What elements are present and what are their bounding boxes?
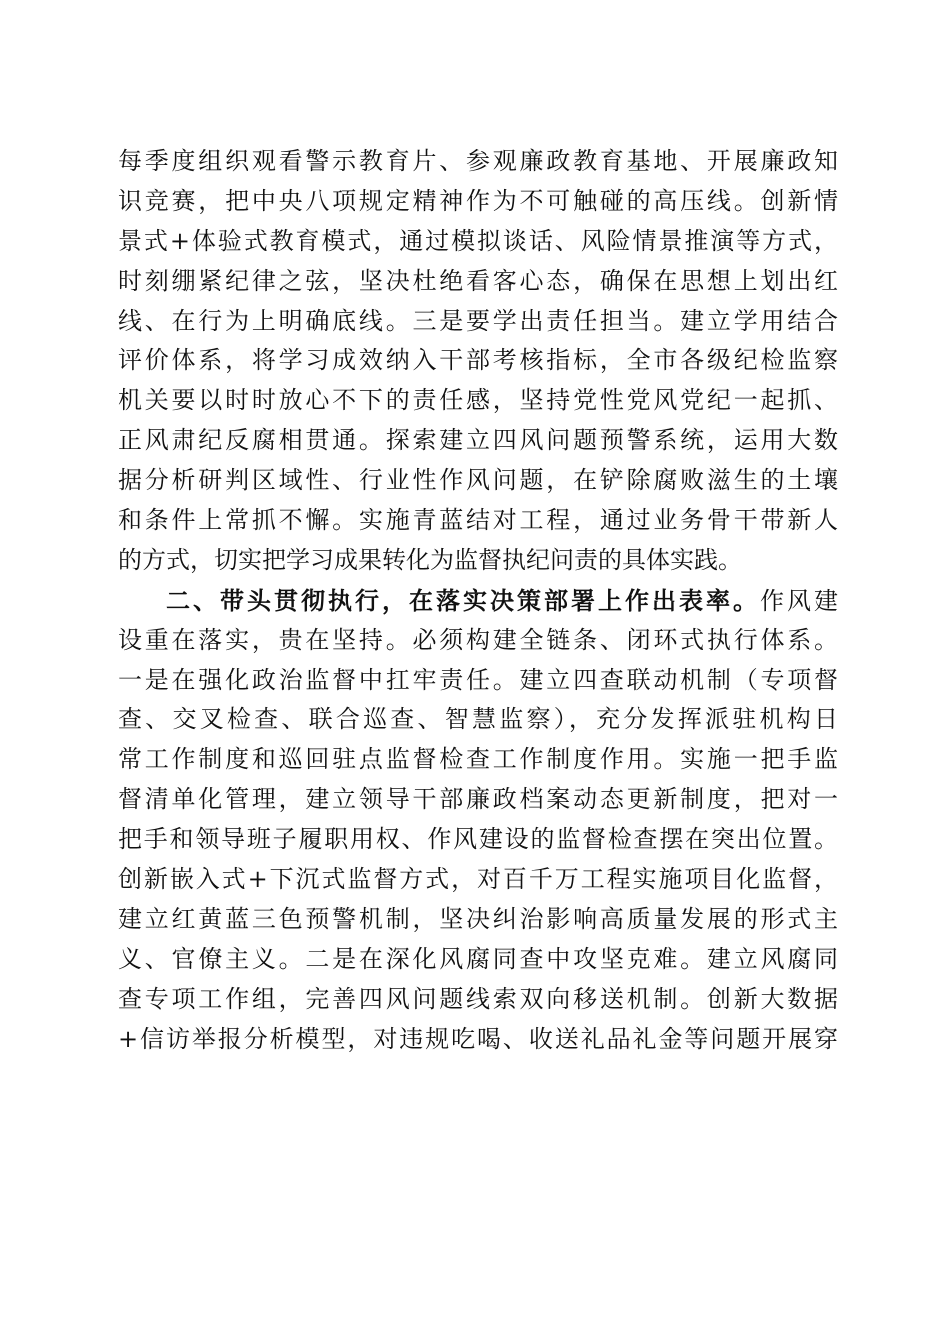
text-line: 时刻绷紧纪律之弦，坚决杜绝看客心态，确保在思想上划出红 bbox=[118, 266, 838, 295]
paragraph-2 bbox=[118, 581, 838, 1060]
text-line: 查专项工作组，完善四风问题线索双向移送机制。创新大数据 bbox=[118, 984, 838, 1013]
text-line: 的方式，切实把学习成果转化为监督执纪问责的具体实践。 bbox=[118, 545, 742, 574]
text-line: 景式+体验式教育模式，通过模拟谈话、风险情景推演等方式， bbox=[118, 226, 838, 255]
heading-line-rest: 作风建 bbox=[760, 586, 838, 615]
section-heading-line bbox=[118, 581, 838, 621]
text-line: 和条件上常抓不懈。实施青蓝结对工程，通过业务骨干带新人 bbox=[118, 506, 838, 535]
text-line: 机关要以时时放心不下的责任感，坚持党性党风党纪一起抓、 bbox=[118, 386, 838, 415]
text-line: 正风肃纪反腐相贯通。探索建立四风问题预警系统，运用大数 bbox=[118, 426, 838, 455]
text-line: 据分析研判区域性、行业性作风问题，在铲除腐败滋生的土壤 bbox=[118, 466, 838, 495]
text-line: 每季度组织观看警示教育片、参观廉政教育基地、开展廉政知 bbox=[118, 147, 838, 175]
text-line: 识竞赛，把中央八项规定精神作为不可触碰的高压线。创新情 bbox=[118, 186, 838, 215]
text-line: 义、官僚主义。二是在深化风腐同查中攻坚克难。建立风腐同 bbox=[118, 944, 838, 973]
text-line: 常工作制度和巡回驻点监督检查工作制度作用。实施一把手监 bbox=[118, 745, 838, 774]
text-line: +信访举报分析模型，对违规吃喝、收送礼品礼金等问题开展穿 bbox=[118, 1024, 838, 1053]
text-line: 创新嵌入式+下沉式监督方式，对百千万工程实施项目化监督， bbox=[118, 865, 838, 894]
paragraph-1 bbox=[118, 142, 838, 581]
text-line: 一是在强化政治监督中扛牢责任。建立四查联动机制（专项督 bbox=[118, 665, 838, 694]
text-line: 把手和领导班子履职用权、作风建设的监督检查摆在突出位置。 bbox=[118, 825, 838, 854]
text-line: 线、在行为上明确底线。三是要学出责任担当。建立学用结合 bbox=[118, 306, 838, 335]
text-line: 设重在落实，贵在坚持。必须构建全链条、闭环式执行体系。 bbox=[118, 625, 838, 654]
text-line: 查、交叉检查、联合巡查、智慧监察），充分发挥派驻机构日 bbox=[118, 705, 838, 734]
document-body bbox=[118, 142, 838, 1059]
text-line: 督清单化管理，建立领导干部廉政档案动态更新制度，把对一 bbox=[118, 785, 838, 814]
text-line: 评价体系，将学习成效纳入干部考核指标，全市各级纪检监察 bbox=[118, 346, 838, 375]
section-heading: 二、带头贯彻执行，在落实决策部署上作出表率。 bbox=[166, 585, 760, 615]
text-line: 建立红黄蓝三色预警机制，坚决纠治影响高质量发展的形式主 bbox=[118, 904, 838, 933]
